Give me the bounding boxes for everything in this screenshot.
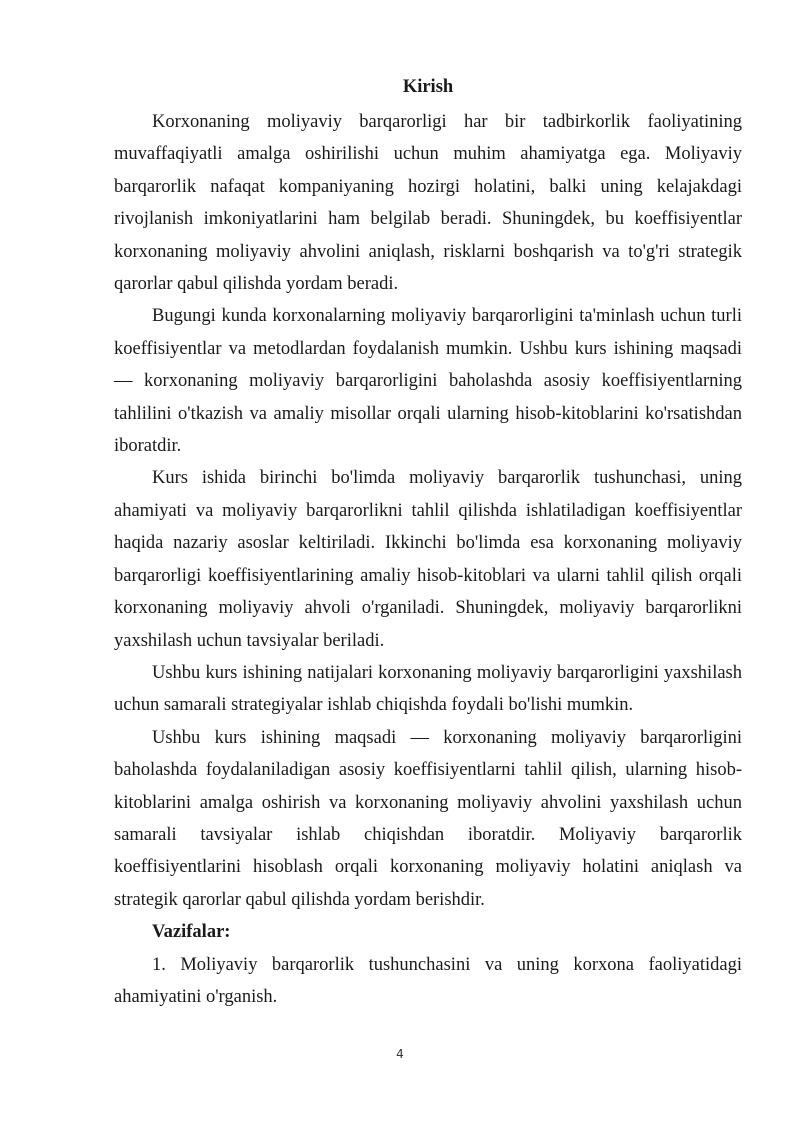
page-number: 4 [396,1047,404,1061]
paragraph-2: Bugungi kunda korxonalarning moliyaviy barqarorligini ta'minlash uchun turli koeffisiyentlar va metodlardan foydalanish mumkin. Ushbu kurs ishining maqsadi — korxonaning moliyaviy barqarorligini baholashda asosiy koeffisiyentlarning tahlilini o'tkazish va amaliy misollar orqali ularning hisob-kitoblarini ko'rsatishdan iboratdir. [114,306,742,457]
paragraph-5: Ushbu kurs ishining maqsadi — korxonaning moliyaviy barqarorligini baholashda foydalaniladigan asosiy koeffisiyentlarni tahlil qilish, ularning hisob-kitoblarini amalga oshirish va korxonaning moliyaviy ahvolini yaxshilash uchun samarali tavsiyalar ishlab chiqishdan iboratdir. Moliyaviy barqarorlik koeffisiyentlarini hisoblash orqali korxonaning moliyaviy holatini aniqlash va strategik qarorlar qabul qilishda yordam berishdir. [114,727,742,910]
paragraph-1: Korxonaning moliyaviy barqarorligi har bir tadbirkorlik faoliyatining muvaffaqiyatli amalga oshirilishi uchun muhim ahamiyatga ega. Moliyaviy barqarorlik nafaqat kompaniyaning hozirgi holatini, balki uning kelajakdagi rivojlanish imkoniyatlarini ham belgilab beradi. Shuningdek, bu koeffisiyentlar korxonaning moliyaviy ahvolini aniqlash, risklarni boshqarish va to'g'ri strategik qarorlar qabul qilishda yordam beradi. [114,112,742,295]
paragraph-4: Ushbu kurs ishining natijalari korxonaning moliyaviy barqarorligini yaxshilash uchun samarali strategiyalar ishlab chiqishda foydali bo'lishi mumkin. [114,662,742,716]
tasks-heading: Vazifalar: [152,922,231,943]
paragraph-3: Kurs ishida birinchi bo'limda moliyaviy barqarorlik tushunchasi, uning ahamiyati va moliyaviy barqarorlikni tahlil qilishda ishlatiladigan koeffisiyentlar haqida nazariy asoslar keltiriladi. Ikkinchi bo'limda esa korxonaning moliyaviy barqarorligi koeffisiyentlarining amaliy hisob-kitoblari va ularni tahlil qilish orqali korxonaning moliyaviy ahvoli o'rganiladi. Shuningdek, moliyaviy barqarorlikni yaxshilash uchun tavsiyalar beriladi. [114,468,742,651]
page-title: Kirish [402,77,454,97]
document-page [114,74,742,1013]
task-item-1: 1. Moliyaviy barqarorlik tushunchasini va uning korxona faoliyatidagi ahamiyatini o'rganish. [114,954,742,1007]
